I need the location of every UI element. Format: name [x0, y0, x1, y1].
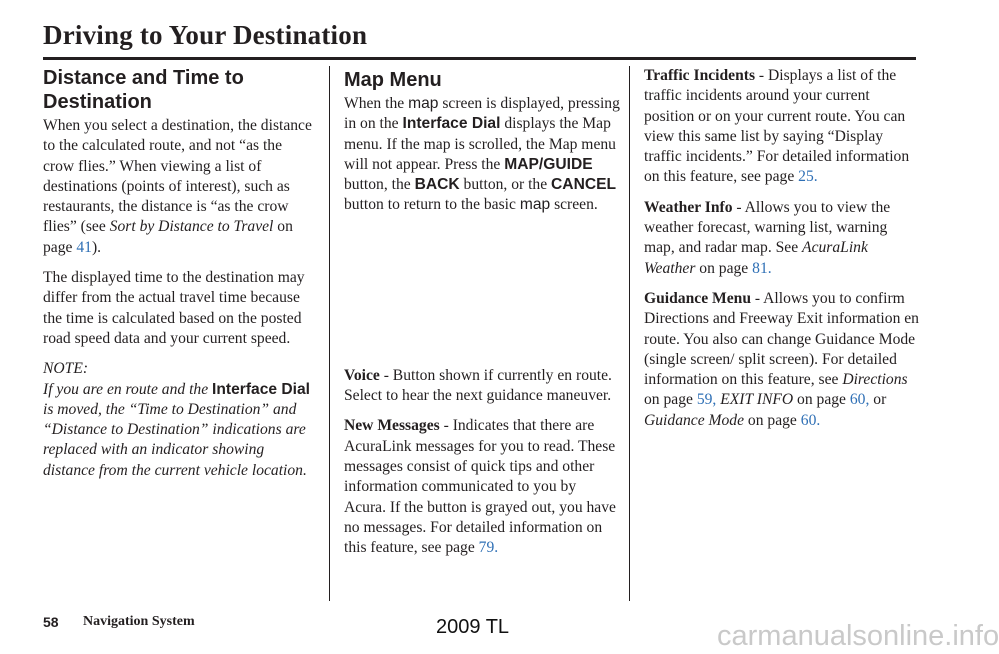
text: on page — [793, 391, 850, 409]
column-menu-items — [644, 66, 920, 441]
page-title: Driving to Your Destination — [43, 20, 368, 50]
paragraph-distance — [43, 116, 315, 258]
text: ). — [91, 238, 102, 256]
voice-term: Voice — [344, 366, 380, 384]
site-watermark: carmanualsonline.info — [717, 620, 999, 652]
page-link-59[interactable]: 59, — [696, 391, 717, 409]
text: on page — [744, 411, 801, 429]
heading-line-2: Destination — [43, 91, 152, 113]
paragraph-time: The displayed time to the destination may differ from the actual travel time because the time is calculated based on the posted road speed data and your current speed. — [43, 269, 305, 347]
text: If you are en route and the — [43, 380, 213, 398]
directions-reference: Directions — [842, 371, 908, 389]
page-link-60[interactable]: 60, — [849, 391, 870, 409]
map-term: map — [408, 95, 439, 112]
item-new-messages — [344, 416, 620, 558]
header-divider — [43, 57, 916, 60]
item-weather-info — [644, 198, 920, 279]
text: - Button shown if currently en route. Select to hear the next guidance maneuver. — [344, 366, 612, 405]
column-map-menu — [344, 66, 620, 568]
text: on page — [43, 218, 293, 256]
exit-info-reference: EXIT INFO — [716, 391, 794, 409]
text: screen. — [550, 196, 598, 214]
page-number: 58 — [43, 614, 59, 630]
paragraph-map-menu — [344, 94, 620, 216]
cancel-term: CANCEL — [551, 176, 617, 194]
page-link-81[interactable]: 81. — [752, 259, 772, 277]
back-term: BACK — [414, 176, 460, 194]
text: or — [869, 391, 887, 409]
text: displays the Map menu. If the map is scrolled, the Map menu will not appear. Press the — [344, 115, 616, 173]
acuralink-weather-reference: AcuraLink Weather — [644, 239, 868, 277]
page-link-79[interactable]: 79. — [478, 539, 499, 557]
weather-info-term: Weather Info — [644, 198, 733, 216]
column-distance-time — [43, 66, 315, 491]
column-divider-1 — [329, 66, 330, 601]
note-label: NOTE: — [43, 360, 89, 378]
interface-dial-term: Interface Dial — [402, 115, 501, 133]
item-traffic-incidents — [644, 66, 920, 188]
page-link-25[interactable]: 25. — [798, 168, 818, 186]
footer-section-label: Navigation System — [83, 614, 195, 629]
text: button, the — [344, 176, 415, 194]
page-link-60b[interactable]: 60. — [800, 411, 821, 429]
text: on page — [695, 259, 753, 277]
text: screen is displayed, pressing in on the — [344, 95, 620, 133]
guidance-menu-term: Guidance Menu — [644, 289, 752, 307]
text: When the — [344, 95, 409, 112]
heading-line-1: Distance and Time to — [43, 67, 244, 89]
traffic-incidents-term: Traffic Incidents — [644, 67, 756, 84]
section-heading-distance-time — [43, 66, 315, 114]
new-messages-term: New Messages — [344, 417, 440, 435]
map-guide-term: MAP/GUIDE — [504, 155, 593, 173]
text: When you select a destination, the distance to the calculated route, and not “as the crow flies.” When viewing a list of destinations (points of interest), such as restaurants, the distance is “as the crow flies” (see — [43, 117, 312, 236]
item-guidance-menu — [644, 289, 920, 431]
text: - Displays a list of the traffic incidents around your current position or on your current route. You can view this same list by saying “Display traffic incidents.” For detailed information on this feature, see page — [644, 67, 910, 186]
text: on page — [644, 391, 697, 409]
model-watermark: 2009 TL — [436, 616, 510, 638]
figure-space — [344, 226, 620, 366]
section-heading-map-menu: Map Menu — [344, 69, 442, 91]
text: button, or the — [459, 176, 552, 194]
text: - Indicates that there are AcuraLink messages for you to read. These messages consist of quick tips and other information communicated to you by Acura. If the button is grayed out, you have no messages. For detailed information on this feature, see page — [344, 417, 616, 557]
text: is moved, the “Time to Destination” and “Distance to Destination” indications are replaced with an indicator showing distance from the current vehicle location. — [43, 400, 307, 479]
text: - Allows you to confirm Directions and Freeway Exit information en route. You also can change Guidance Mode (single screen/ split screen). For detailed information on this feature, see — [644, 289, 919, 389]
sort-reference: Sort by Distance to Travel — [109, 218, 274, 236]
column-divider-2 — [629, 66, 630, 601]
note-block — [43, 359, 315, 481]
text: button to return to the basic — [344, 196, 520, 214]
map-term: map — [519, 196, 551, 214]
page-link-41[interactable]: 41 — [76, 238, 92, 256]
text: - Allows you to view the weather forecast, warning list, warning map, and radar map. See — [644, 198, 891, 257]
guidance-mode-reference: Guidance Mode — [644, 411, 745, 429]
interface-dial-term: Interface Dial — [212, 380, 310, 398]
item-voice — [344, 366, 620, 407]
